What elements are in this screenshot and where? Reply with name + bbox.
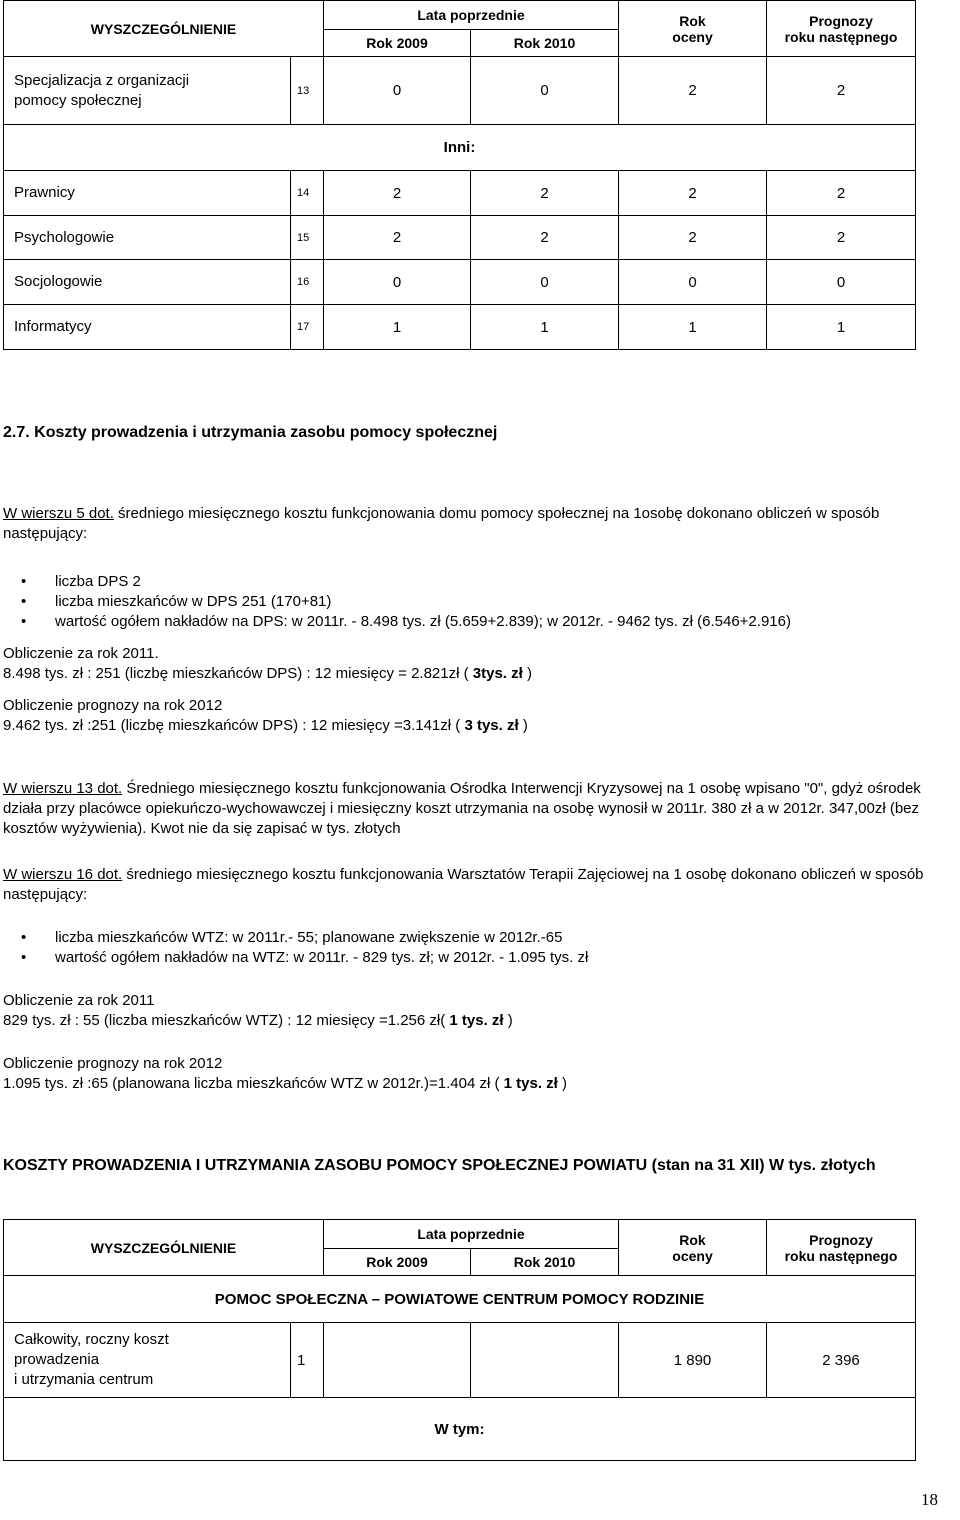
header-description: WYSZCZEGÓLNIENIE xyxy=(4,1220,324,1276)
header-forecast xyxy=(767,1,916,57)
header-year-2009: Rok 2009 xyxy=(324,30,471,57)
row-label-line: i utrzymania centrum xyxy=(14,1371,154,1388)
cell-value: 2 xyxy=(324,171,471,216)
cell-value: 2 xyxy=(471,171,619,216)
cell-value: 2 xyxy=(767,171,916,216)
row16-text: średniego miesięcznego kosztu funkcjonowania Warsztatów Terapii Zajęciowej na 1 osobę dokonano obliczeń w sposób następujący: xyxy=(3,866,924,903)
header-assessment-year-line1: Rok xyxy=(679,12,706,29)
row5-calc-2011-title: Obliczenie za rok 2011. xyxy=(3,645,159,662)
header-previous-years: Lata poprzednie xyxy=(324,1220,619,1249)
calc-result: 3 tys. zł xyxy=(464,717,519,734)
bullet-icon: • xyxy=(21,613,27,630)
row13-paragraph xyxy=(3,779,948,839)
calc-text: 8.498 tys. zł : 251 (liczbę mieszkańców DPS) : 12 miesięcy = 2.821zł ( xyxy=(3,665,473,682)
cell-value: 0 xyxy=(324,260,471,305)
cell-value: 2 xyxy=(619,57,767,125)
cell-value xyxy=(324,1323,471,1398)
row13-explanation xyxy=(3,779,948,839)
row-label: Socjologowie xyxy=(4,260,291,305)
calc-result: 1 tys. zł xyxy=(503,1075,558,1092)
row16-intro xyxy=(3,865,933,905)
row-index: 14 xyxy=(291,171,324,216)
bullet-icon: • xyxy=(21,929,27,946)
cell-value: 0 xyxy=(619,260,767,305)
row16-prefix: W wierszu 16 dot. xyxy=(3,866,123,883)
header-forecast-line2: roku następnego xyxy=(784,28,898,45)
section-label: POMOC SPOŁECZNA – POWIATOWE CENTRUM POMOCY RODZINIE xyxy=(4,1276,916,1323)
header-assessment-year-line1: Rok xyxy=(679,1231,706,1248)
costs-table xyxy=(3,1219,916,1461)
list-item xyxy=(21,572,933,592)
cell-value: 2 xyxy=(619,216,767,260)
calc-end: ) xyxy=(522,665,532,682)
cell-value: 0 xyxy=(471,57,619,125)
list-item-text: liczba mieszkańców w DPS 251 (170+81) xyxy=(55,593,332,610)
row13-text: Średniego miesięcznego kosztu funkcjonowania Ośrodka Interwencji Kryzysowej na 1 osobę wpisano "0", gdyż ośrodek działa przy placówce opiekuńczo-wychowawczej i miesięczny koszt utrzymania na osobę wynosił w 2011r. 380 zł a w 2012r. 347,00zł (bez kosztów wyżywienia). Kwot nie da się zapisać w tys. złotych xyxy=(3,780,921,837)
header-assessment-year xyxy=(619,1,767,57)
header-year-2010: Rok 2010 xyxy=(471,1249,619,1276)
header-forecast xyxy=(767,1220,916,1276)
header-previous-years: Lata poprzednie xyxy=(324,1,619,30)
list-item-text: wartość ogółem nakładów na WTZ: w 2011r. - 829 tys. zł; w 2012r. - 1.095 tys. zł xyxy=(55,949,589,966)
bullet-icon: • xyxy=(21,949,27,966)
cell-value: 0 xyxy=(471,260,619,305)
bullet-icon: • xyxy=(21,573,27,590)
calc-end: ) xyxy=(503,1012,513,1029)
row-label xyxy=(4,1323,291,1398)
cell-value: 2 xyxy=(324,216,471,260)
section-heading: 2.7. Koszty prowadzenia i utrzymania zasobu pomocy społecznej xyxy=(3,424,498,441)
row5-prefix: W wierszu 5 dot. xyxy=(3,505,114,522)
row-index: 16 xyxy=(291,260,324,305)
others-label: Inni: xyxy=(4,125,916,171)
cell-value: 2 xyxy=(619,171,767,216)
cell-value: 1 xyxy=(471,305,619,350)
table-row xyxy=(4,171,916,216)
calc-result: 3tys. zł xyxy=(472,665,523,682)
header-forecast-line2: roku następnego xyxy=(784,1247,898,1264)
costs-heading: KOSZTY PROWADZENIA I UTRZYMANIA ZASOBU POMOCY SPOŁECZNEJ POWIATU (stan na 31 XII) W tys. złotych xyxy=(3,1157,876,1174)
cell-value: 1 xyxy=(619,305,767,350)
calc-text: 9.462 tys. zł :251 (liczbę mieszkańców DPS) : 12 miesięcy =3.141zł ( xyxy=(3,717,465,734)
row-index: 1 xyxy=(291,1323,324,1398)
staff-table xyxy=(3,0,916,350)
cell-value: 2 xyxy=(471,216,619,260)
calc-end: ) xyxy=(557,1075,568,1092)
bullet-icon: • xyxy=(21,593,27,610)
cell-value: 0 xyxy=(767,260,916,305)
header-year-2010: Rok 2010 xyxy=(471,30,619,57)
table-row xyxy=(4,216,916,260)
row5-text: średniego miesięcznego kosztu funkcjonowania domu pomocy społecznej na 1osobę dokonano obliczeń w sposób następujący: xyxy=(3,505,880,542)
row-label-line: pomocy społecznej xyxy=(14,91,142,109)
row5-bullets xyxy=(3,572,933,632)
cell-value: 1 xyxy=(324,305,471,350)
cell-value xyxy=(471,1323,619,1398)
header-assessment-year-line2: oceny xyxy=(672,28,713,45)
row13-prefix: W wierszu 13 dot. xyxy=(3,780,123,797)
header-description: WYSZCZEGÓLNIENIE xyxy=(4,1,324,57)
row-index: 17 xyxy=(291,305,324,350)
row-label: Informatycy xyxy=(4,305,291,350)
header-forecast-line1: Prognozy xyxy=(809,12,873,29)
cell-value: 2 xyxy=(767,57,916,125)
row5-calc-2011 xyxy=(3,664,933,684)
row16-explanation xyxy=(3,865,933,1094)
list-item-text: liczba DPS 2 xyxy=(55,573,141,590)
list-item xyxy=(21,612,933,632)
cell-value: 2 xyxy=(767,216,916,260)
row16-calc-2011 xyxy=(3,1011,933,1031)
list-item-text: wartość ogółem nakładów na DPS: w 2011r. - 8.498 tys. zł (5.659+2.839); w 2012r. - 9462 tys. zł (6.546+2.916) xyxy=(55,613,791,630)
table-row xyxy=(4,1323,916,1398)
list-item xyxy=(21,592,933,612)
calc-end: ) xyxy=(518,717,528,734)
row16-bullets xyxy=(3,928,933,968)
row-index: 13 xyxy=(291,57,324,125)
page-number: 18 xyxy=(921,1490,938,1509)
row-index: 15 xyxy=(291,216,324,260)
table-row xyxy=(4,260,916,305)
table-row xyxy=(4,57,916,125)
header-forecast-line1: Prognozy xyxy=(809,1231,873,1248)
row5-calc-2012-title: Obliczenie prognozy na rok 2012 xyxy=(3,697,223,714)
row16-calc-2011-title: Obliczenie za rok 2011 xyxy=(3,992,155,1009)
row-label xyxy=(4,57,291,125)
row5-calc-2012 xyxy=(3,716,933,736)
cell-value: 2 396 xyxy=(767,1323,916,1398)
list-item-text: liczba mieszkańców WTZ: w 2011r.- 55; planowane zwiększenie w 2012r.-65 xyxy=(55,929,563,946)
cell-value: 0 xyxy=(324,57,471,125)
list-item xyxy=(21,928,933,948)
row5-explanation xyxy=(3,504,933,736)
including-label: W tym: xyxy=(4,1398,916,1461)
cell-value: 1 890 xyxy=(619,1323,767,1398)
calc-text: 829 tys. zł : 55 (liczba mieszkańców WTZ) : 12 miesięcy =1.256 zł( xyxy=(3,1012,450,1029)
header-assessment-year-line2: oceny xyxy=(672,1247,713,1264)
calc-text: 1.095 tys. zł :65 (planowana liczba mieszkańców WTZ w 2012r.)=1.404 zł ( xyxy=(3,1075,504,1092)
calc-result: 1 tys. zł xyxy=(449,1012,504,1029)
row5-intro xyxy=(3,504,933,544)
table-row xyxy=(4,305,916,350)
row-label: Prawnicy xyxy=(4,171,291,216)
row-label: Psychologowie xyxy=(4,216,291,260)
row-label-line: Całkowity, roczny koszt xyxy=(14,1331,169,1348)
header-assessment-year xyxy=(619,1220,767,1276)
list-item xyxy=(21,948,933,968)
cell-value: 1 xyxy=(767,305,916,350)
row16-calc-2012 xyxy=(3,1074,933,1094)
row-label-line: prowadzenia xyxy=(14,1351,100,1368)
header-year-2009: Rok 2009 xyxy=(324,1249,471,1276)
row16-calc-2012-title: Obliczenie prognozy na rok 2012 xyxy=(3,1055,223,1072)
row-label-line: Specjalizacja z organizacji xyxy=(14,71,190,89)
